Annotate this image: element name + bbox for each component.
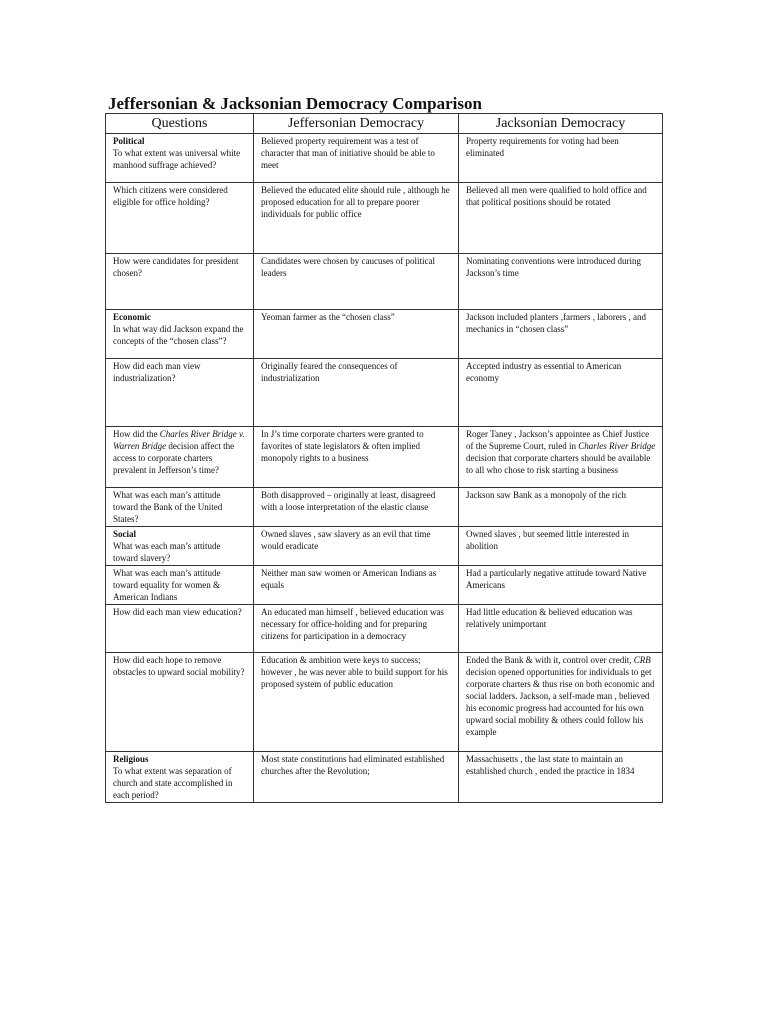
- jefferson-cell: Yeoman farmer as the “chosen class”: [254, 310, 459, 359]
- question-cell: [106, 752, 254, 803]
- jefferson-cell: Owned slaves , saw slavery as an evil that time would eradicate: [254, 527, 459, 566]
- question-cell: Which citizens were considered eligible for office holding?: [106, 183, 254, 254]
- table-row: [106, 427, 663, 488]
- jackson-cell: Had little education & believed education was relatively unimportant: [459, 605, 663, 653]
- table-row: [106, 359, 663, 427]
- jackson-text-post: decision opened opportunities for individuals to get corporate charters & thus rise on both economic and social ladders. Jackson, a self-made man , believed his economic progress had accounted for his own upward social mobility & others could follow his example: [466, 667, 655, 737]
- jackson-text-pre: Ended the Bank & with it, control over credit,: [466, 655, 634, 665]
- question-cell: How were candidates for president chosen?: [106, 254, 254, 310]
- question-cell: What was each man’s attitude toward the Bank of the United States?: [106, 488, 254, 527]
- question-cell: [106, 427, 254, 488]
- table-row: [106, 488, 663, 527]
- jackson-cell: Jackson included planters ,farmers , laborers , and mechanics in “chosen class”: [459, 310, 663, 359]
- jefferson-cell: In J’s time corporate charters were granted to favorites of state legislators & often implied monopoly rights to a business: [254, 427, 459, 488]
- question-text: What was each man’s attitude toward slavery?: [113, 541, 221, 563]
- jackson-cell: [459, 427, 663, 488]
- jackson-cell: [459, 653, 663, 752]
- jackson-cell: Jackson saw Bank as a monopoly of the rich: [459, 488, 663, 527]
- jackson-cell: Massachusetts , the last state to maintain an established church , ended the practice in 1834: [459, 752, 663, 803]
- table-row: [106, 527, 663, 566]
- question-text-pre: How did the: [113, 429, 160, 439]
- jefferson-cell: Originally feared the consequences of industrialization: [254, 359, 459, 427]
- question-cell: [106, 134, 254, 183]
- jackson-cell: Believed all men were qualified to hold office and that political positions should be rotated: [459, 183, 663, 254]
- question-cell: What was each man’s attitude toward equality for women & American Indians: [106, 566, 254, 605]
- table-row: [106, 134, 663, 183]
- section-label: Political: [113, 136, 145, 146]
- jefferson-cell: Candidates were chosen by caucuses of political leaders: [254, 254, 459, 310]
- jackson-cell: Nominating conventions were introduced during Jackson’s time: [459, 254, 663, 310]
- case-abbrev: CRB: [633, 655, 651, 665]
- header-jacksonian: Jacksonian Democracy: [459, 114, 663, 134]
- question-text: To what extent was universal white manhood suffrage achieved?: [113, 148, 241, 170]
- case-name: Charles River Bridge v. Warren Bridge: [113, 429, 245, 451]
- section-label: Economic: [113, 312, 151, 322]
- header-jeffersonian: Jeffersonian Democracy: [254, 114, 459, 134]
- question-text-post: decision affect the access to corporate charters prevalent in Jefferson’s time?: [113, 441, 235, 475]
- question-cell: How did each hope to remove obstacles to upward social mobility?: [106, 653, 254, 752]
- table-row: [106, 752, 663, 803]
- header-questions: Questions: [106, 114, 254, 134]
- jackson-text-pre: Roger Taney , Jackson’s appointee as Chief Justice of the Supreme Court, ruled in: [466, 429, 650, 451]
- jefferson-cell: An educated man himself , believed education was necessary for office-holding and for preparing citizens for participation in a democracy: [254, 605, 459, 653]
- jefferson-cell: Believed the educated elite should rule , although he proposed education for all to prepare poorer individuals for public office: [254, 183, 459, 254]
- jefferson-cell: Most state constitutions had eliminated established churches after the Revolution;: [254, 752, 459, 803]
- table-row: [106, 254, 663, 310]
- jefferson-cell: Neither man saw women or American Indians as equals: [254, 566, 459, 605]
- table-row: [106, 183, 663, 254]
- table-row: [106, 605, 663, 653]
- table-header-row: [106, 114, 663, 134]
- question-cell: How did each man view education?: [106, 605, 254, 653]
- table-row: [106, 653, 663, 752]
- table-row: [106, 310, 663, 359]
- jefferson-cell: Education & ambition were keys to success; however , he was never able to build support for his proposed system of public education: [254, 653, 459, 752]
- jackson-cell: Property requirements for voting had been eliminated: [459, 134, 663, 183]
- question-text: To what extent was separation of church and state accomplished in each period?: [113, 766, 233, 800]
- case-name: Charles River Bridge: [578, 441, 656, 451]
- question-cell: [106, 310, 254, 359]
- jackson-cell: Owned slaves , but seemed little interested in abolition: [459, 527, 663, 566]
- page-title: Jeffersonian & Jacksonian Democracy Comparison: [108, 94, 482, 113]
- jefferson-cell: Believed property requirement was a test of character that man of initiative should be able to meet: [254, 134, 459, 183]
- jackson-cell: Had a particularly negative attitude toward Native Americans: [459, 566, 663, 605]
- comparison-table: [105, 113, 663, 803]
- jefferson-cell: Both disapproved – originally at least, disagreed with a loose interpretation of the elastic clause: [254, 488, 459, 527]
- section-label: Social: [113, 529, 137, 539]
- question-cell: How did each man view industrialization?: [106, 359, 254, 427]
- jackson-text-post: decision that corporate charters should be available to all who chose to risk starting a business: [466, 453, 651, 475]
- question-cell: [106, 527, 254, 566]
- section-label: Religious: [113, 754, 149, 764]
- jackson-cell: Accepted industry as essential to American economy: [459, 359, 663, 427]
- question-text: In what way did Jackson expand the concepts of the “chosen class”?: [113, 324, 244, 346]
- table-row: [106, 566, 663, 605]
